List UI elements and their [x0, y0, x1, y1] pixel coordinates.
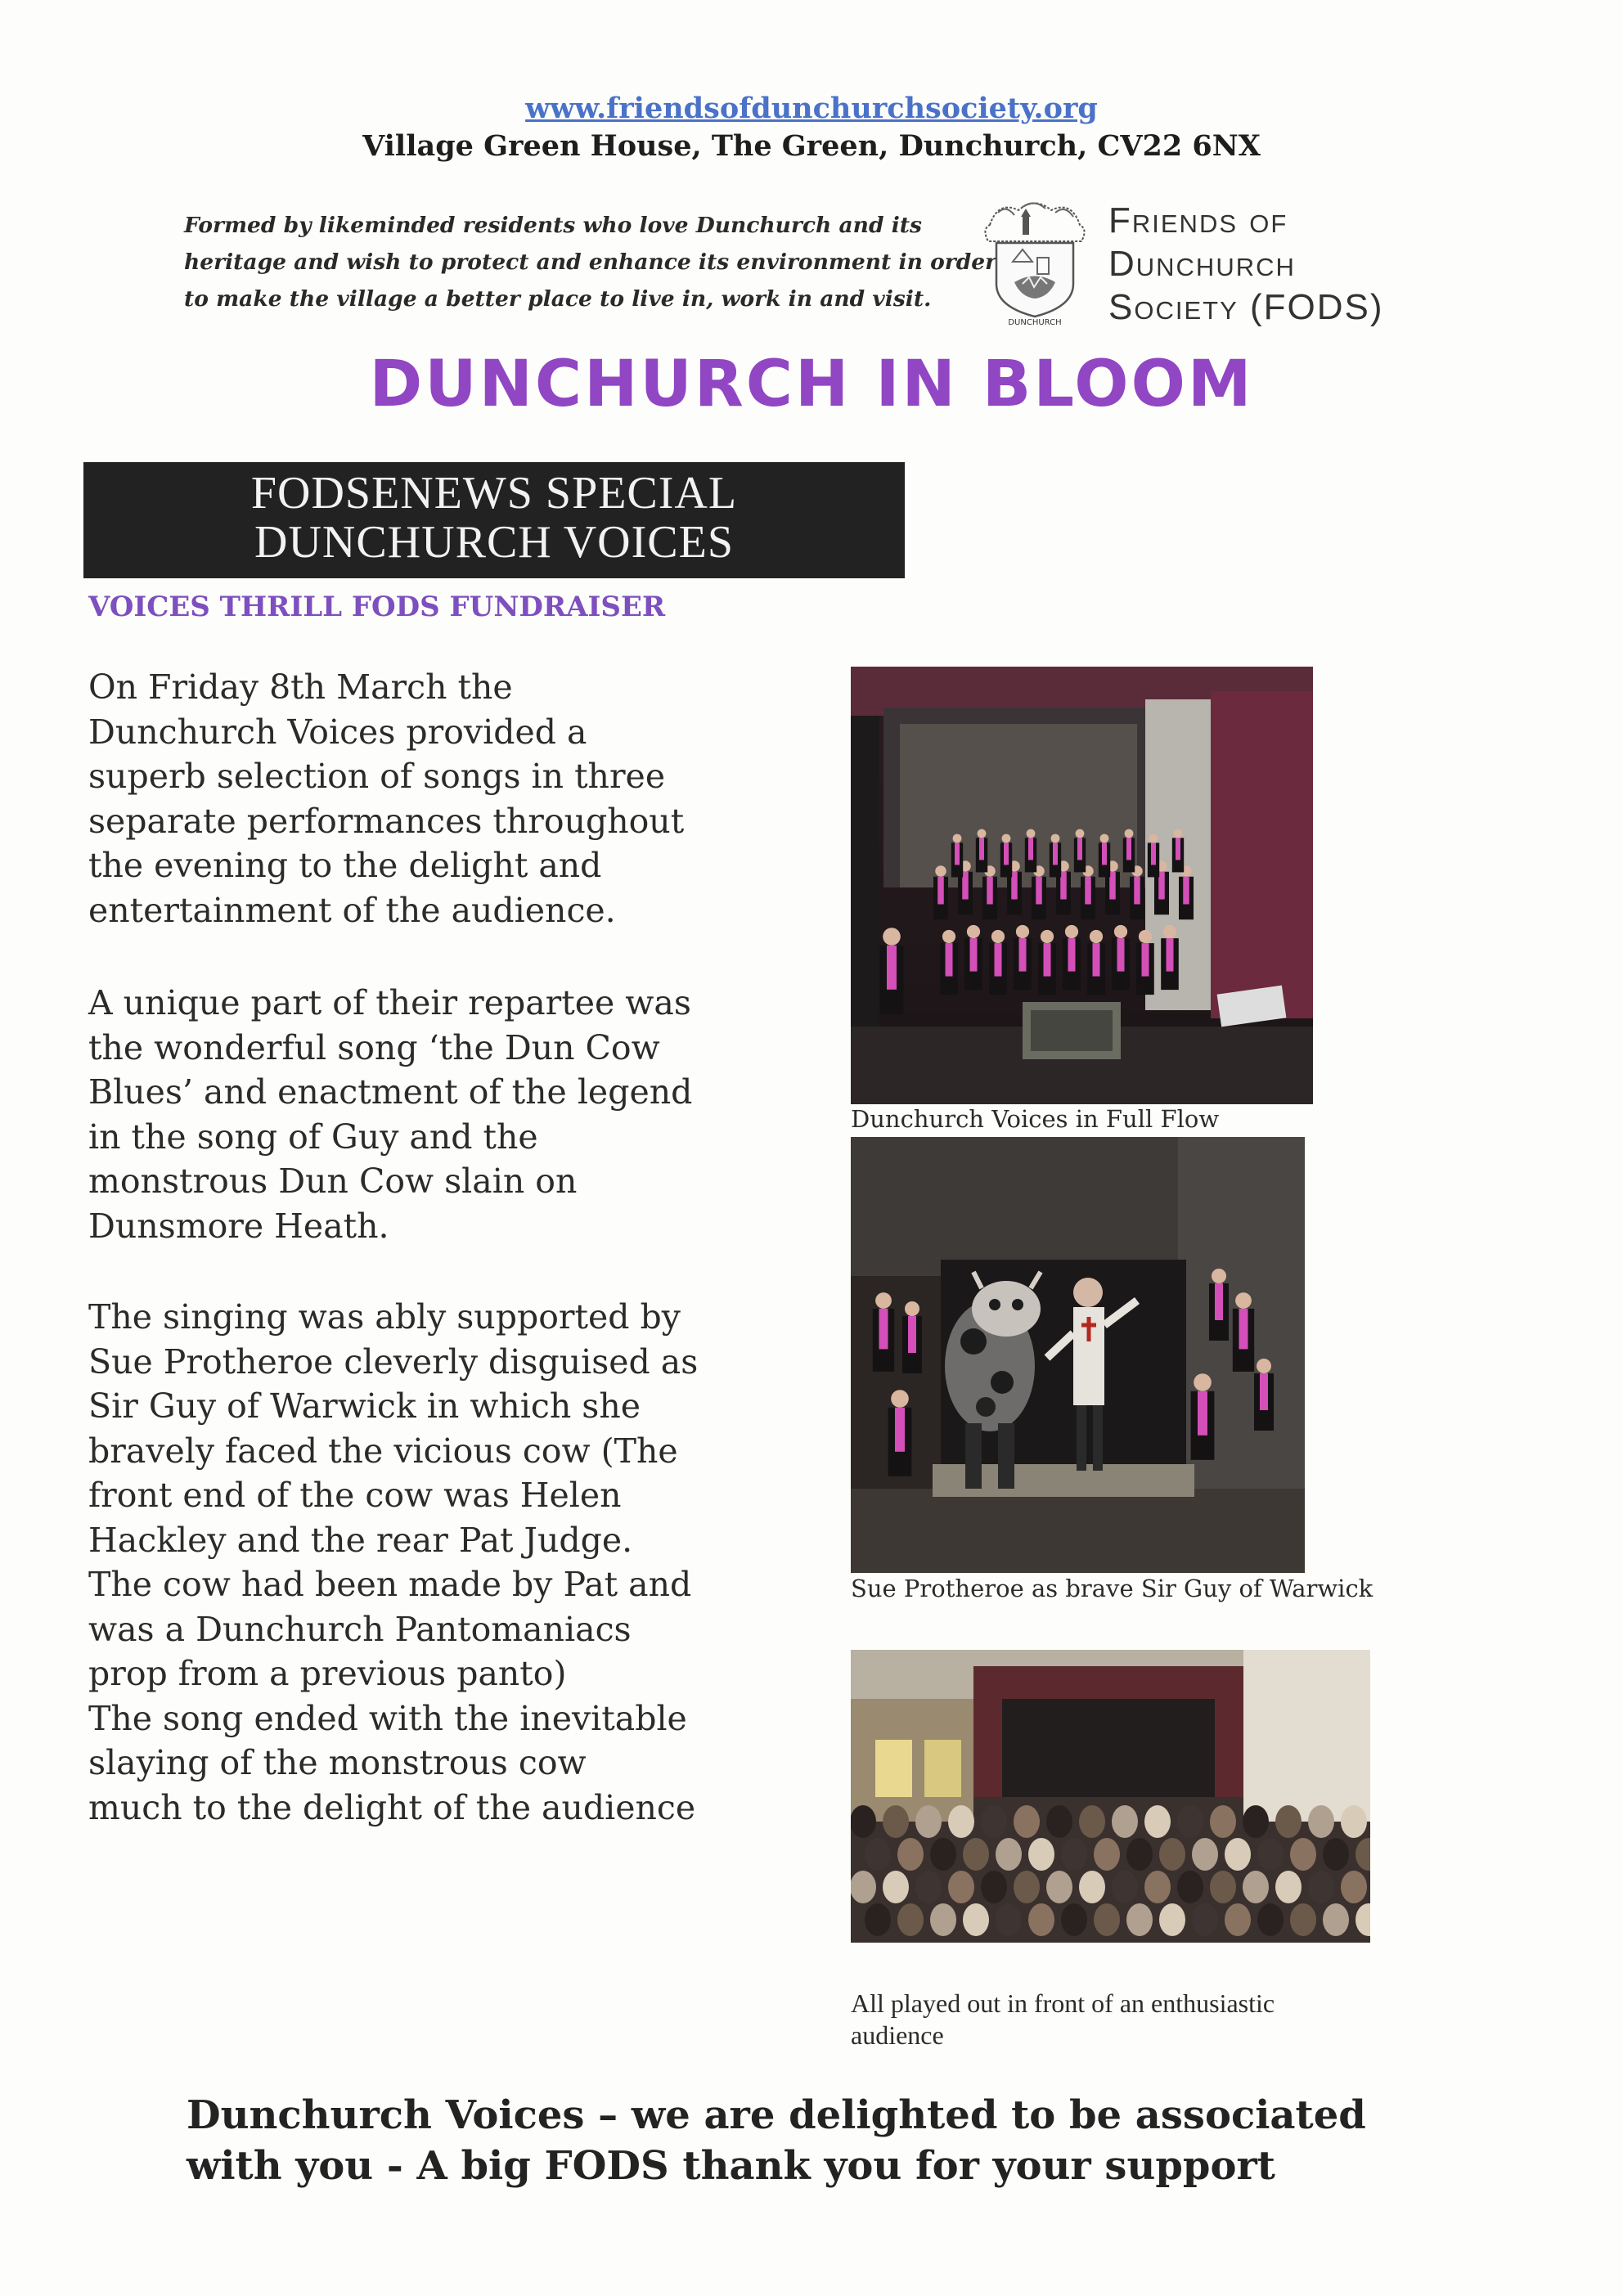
audience-head — [981, 1871, 1007, 1903]
closing-line: Dunchurch Voices – we are delighted to be associated — [187, 2092, 1366, 2138]
audience-head — [1061, 1903, 1087, 1936]
article-paragraph-3 — [88, 1295, 808, 1830]
text-line: Sue Protheroe cleverly disguised as — [88, 1341, 699, 1382]
crest-label: DUNCHURCH — [1008, 318, 1062, 327]
text-line: Hackley and the rear Pat Judge. — [88, 1520, 633, 1560]
audience-head — [897, 1838, 924, 1871]
audience-head — [1094, 1838, 1120, 1871]
audience-head — [1112, 1805, 1138, 1838]
text-line: bravely faced the vicious cow (The — [88, 1431, 678, 1471]
society-name-line: Friends of — [1108, 200, 1288, 240]
text-line: separate performances throughout — [88, 801, 685, 841]
text-line: On Friday 8th March the — [88, 667, 513, 707]
address-line: Village Green House, The Green, Dunchurch, CV22 6NX — [362, 129, 1261, 163]
text-line: Blues’ and enactment of the legend — [88, 1072, 693, 1112]
audience-head — [1243, 1805, 1269, 1838]
audience-head — [1079, 1805, 1105, 1838]
text-line: Dunsmore Heath. — [88, 1206, 389, 1246]
caption-line: All played out in front of an enthusiastic — [851, 1988, 1275, 2018]
audience-head — [996, 1838, 1022, 1871]
audience-head — [1014, 1871, 1040, 1903]
website-link[interactable]: www.friendsofdunchurchsociety.org — [525, 92, 1098, 125]
audience-head — [1290, 1838, 1316, 1871]
text-line: the evening to the delight and — [88, 846, 602, 885]
audience-head — [1028, 1838, 1054, 1871]
caption-line: audience — [851, 2020, 944, 2050]
closing-line: with you - A big FODS thank you for your support — [187, 2143, 1275, 2189]
audience-head — [1341, 1871, 1367, 1903]
audience-head — [1323, 1903, 1349, 1936]
audience-head — [865, 1838, 891, 1871]
audience-head — [915, 1871, 942, 1903]
audience-head — [1144, 1871, 1171, 1903]
banner-line-2: DUNCHURCH VOICES — [254, 517, 734, 568]
audience-head — [1323, 1838, 1349, 1871]
society-crest-logo — [973, 192, 1096, 327]
page-title: DUNCHURCH IN BLOOM — [369, 348, 1254, 421]
audience-head — [1192, 1838, 1218, 1871]
text-line: Sir Guy of Warwick in which she — [88, 1386, 641, 1426]
audience-head — [963, 1903, 989, 1936]
photo-sir-guy-and-cow — [851, 1137, 1305, 1573]
audience-head — [930, 1838, 956, 1871]
article-paragraph-1 — [88, 665, 808, 932]
mission-line: heritage and wish to protect and enhance its environment in order — [184, 249, 997, 275]
audience-head — [883, 1871, 909, 1903]
text-line: A unique part of their repartee was — [88, 983, 691, 1022]
newsletter-banner — [83, 462, 905, 578]
banner-line-1: FODSENEWS SPECIAL — [250, 468, 738, 519]
audience-head — [1014, 1805, 1040, 1838]
audience-head — [1112, 1871, 1138, 1903]
audience-head — [1257, 1903, 1284, 1936]
audience-head — [1192, 1903, 1218, 1936]
audience-head — [1257, 1838, 1284, 1871]
audience-head — [981, 1805, 1007, 1838]
society-name-line: Dunchurch — [1108, 244, 1296, 284]
photo-caption-2: Sue Protheroe as brave Sir Guy of Warwick — [851, 1575, 1373, 1602]
text-line: The song ended with the inevitable — [88, 1698, 687, 1738]
audience-head — [1275, 1805, 1302, 1838]
text-line: The cow had been made by Pat and — [88, 1565, 692, 1604]
audience-head — [1225, 1903, 1251, 1936]
audience-head — [1046, 1871, 1072, 1903]
text-line: front end of the cow was Helen — [88, 1476, 622, 1515]
text-line: was a Dunchurch Pantomaniacs — [88, 1609, 632, 1649]
text-line: entertainment of the audience. — [88, 890, 616, 930]
society-name-line: Society (FODS) — [1108, 287, 1384, 327]
audience-head — [1126, 1838, 1153, 1871]
audience-head — [1308, 1871, 1334, 1903]
article-paragraph-2 — [88, 981, 808, 1248]
audience-head — [1210, 1805, 1236, 1838]
article-subheading: VOICES THRILL FODS FUNDRAISER — [88, 591, 666, 623]
audience-head — [1225, 1838, 1251, 1871]
text-line: much to the delight of the audience — [88, 1787, 696, 1827]
audience-head — [1126, 1903, 1153, 1936]
text-line: Dunchurch Voices provided a — [88, 712, 587, 752]
audience-head — [897, 1903, 924, 1936]
audience-head — [1210, 1871, 1236, 1903]
audience-head — [1177, 1805, 1203, 1838]
text-line: monstrous Dun Cow slain on — [88, 1161, 578, 1201]
audience-head — [963, 1838, 989, 1871]
text-line: the wonderful song ‘the Dun Cow — [88, 1027, 660, 1067]
audience-head — [1243, 1871, 1269, 1903]
audience-head — [1144, 1805, 1171, 1838]
audience-head — [851, 1805, 876, 1838]
society-name — [1108, 199, 1384, 329]
text-line: superb selection of songs in three — [88, 757, 666, 796]
text-line: The singing was ably supported by — [88, 1297, 681, 1337]
text-line: in the song of Guy and the — [88, 1117, 538, 1157]
audience-head — [1290, 1903, 1316, 1936]
audience-head — [1159, 1838, 1185, 1871]
audience-head — [1028, 1903, 1054, 1936]
text-line: slaying of the monstrous cow — [88, 1743, 587, 1782]
audience-head — [948, 1805, 974, 1838]
mission-line: to make the village a better place to live in, work in and visit. — [184, 286, 932, 312]
photo-caption-1: Dunchurch Voices in Full Flow — [851, 1105, 1220, 1133]
audience-head — [1177, 1871, 1203, 1903]
audience-head — [1159, 1903, 1185, 1936]
audience-head — [1341, 1805, 1367, 1838]
photo-caption-3 — [851, 1988, 1275, 2051]
audience-head — [851, 1871, 876, 1903]
photo-choir-on-stage — [851, 667, 1313, 1104]
mission-line: Formed by likeminded residents who love Dunchurch and its — [184, 213, 922, 238]
audience-head — [1094, 1903, 1120, 1936]
audience-head — [865, 1903, 891, 1936]
text-line: prop from a previous panto) — [88, 1654, 567, 1693]
photo-audience — [851, 1650, 1370, 1943]
audience-head — [1046, 1805, 1072, 1838]
audience-head — [930, 1903, 956, 1936]
audience-head — [948, 1871, 974, 1903]
audience-head — [915, 1805, 942, 1838]
audience-head — [1308, 1805, 1334, 1838]
audience-head — [1061, 1838, 1087, 1871]
mission-statement — [184, 207, 997, 317]
audience-head — [996, 1903, 1022, 1936]
audience-head — [1275, 1871, 1302, 1903]
audience-head — [883, 1805, 909, 1838]
closing-thank-you — [187, 2090, 1366, 2191]
audience-head — [1079, 1871, 1105, 1903]
